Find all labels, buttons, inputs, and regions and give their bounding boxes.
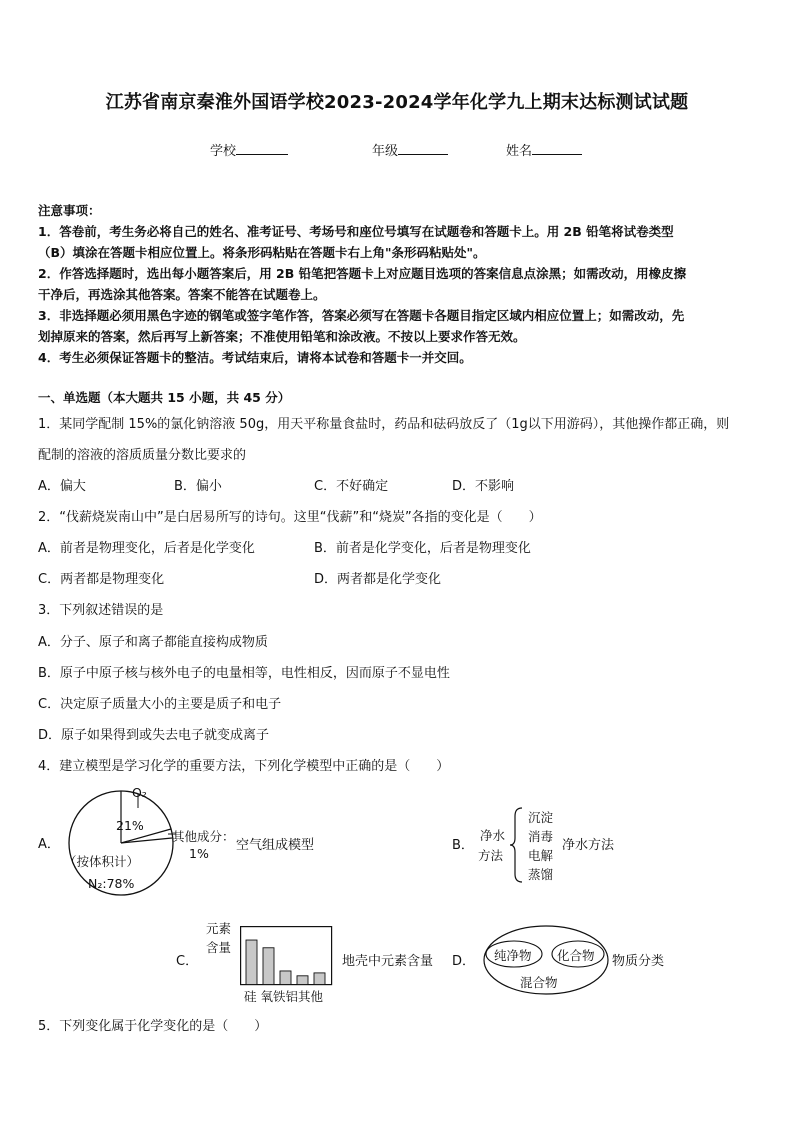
brace-icon (508, 806, 526, 884)
notice-line: 1．答卷前，考生务必将自己的姓名、准考证号、考场号和座位号填写在试题卷和答题卡上。用 2B 铅笔将试卷类型 (38, 224, 674, 239)
bar-铁 (280, 971, 291, 985)
notice-line: 3．非选择题必须用黑色字迹的钢笔或签字笔作答，答案必须写在答题卡各题目指定区域内相应位置上；如需改动，先 (38, 308, 685, 323)
q4-stem: 4．建立模型是学习化学的重要方法，下列化学模型中正确的是（ ） (38, 759, 450, 774)
q2-stem: 2．“伐薪烧炭南山中”是白居易所写的诗句。这里“伐薪”和“烧炭”各指的变化是（ ） (38, 510, 542, 525)
q4-option-d-letter: D． (452, 954, 476, 969)
school-blank (236, 142, 288, 155)
n2-label: N₂:78% (88, 876, 135, 891)
o2-label: O₂ (132, 785, 147, 800)
by-volume-label: （按体积计） (64, 854, 140, 869)
q2-option-a: A．前者是物理变化，后者是化学变化 (38, 541, 255, 556)
notice-block (38, 200, 686, 368)
q1-stem-line2: 配制的溶液的溶质质量分数比要求的 (38, 448, 247, 463)
name-field (506, 140, 582, 159)
school-label: 学校 (210, 144, 237, 159)
pure-substance-label: 纯净物 (494, 948, 532, 963)
q3-stem: 3．下列叙述错误的是 (38, 603, 164, 618)
school-field (210, 140, 288, 159)
grade-label: 年级 (372, 144, 399, 159)
q1-option-d: D．不影响 (452, 479, 515, 494)
q3-option-b: B．原子中原子核与核外电子的电量相等，电性相反，因而原子不显电性 (38, 666, 450, 681)
q2-option-b: B．前者是化学变化，后者是物理变化 (314, 541, 531, 556)
option-d-caption: 物质分类 (612, 954, 665, 969)
chart-xlabels: 硅 氧铁铝其他 (244, 989, 323, 1004)
chart-ylabel-1: 元素 (206, 921, 232, 936)
q3-option-a: A．分子、原子和离子都能直接构成物质 (38, 635, 268, 650)
option-a-caption: 空气组成模型 (236, 838, 315, 853)
other-component-percent: 1% (189, 846, 209, 861)
q4-option-a-letter: A． (38, 837, 60, 852)
option-c-caption: 地壳中元素含量 (342, 954, 434, 969)
o2-percent: 21% (116, 818, 144, 833)
mixture-label: 混合物 (520, 975, 558, 990)
q1-option-a: A．偏大 (38, 479, 86, 494)
notice-line: 划掉原来的答案，然后再写上新答案；不准使用铅笔和涂改液。不按以上要求作答无效。 (38, 329, 526, 344)
bar-其他 (314, 973, 325, 985)
other-component-label: 其他成分： (172, 829, 235, 844)
q3-option-d: D．原子如果得到或失去电子就变成离子 (38, 728, 270, 743)
notice-line: 4．考生必须保证答题卡的整洁。考试结束后，请将本试卷和答题卡一并交回。 (38, 350, 472, 365)
q1-stem-line1: 1．某同学配制 15%的氯化钠溶液 50g，用天平称量食盐时，药品和砝码放反了（1g以下用游码），其他操作都正确，则 (38, 417, 730, 432)
grade-blank (398, 142, 448, 155)
grade-field (372, 140, 448, 159)
q3-option-c: C．决定原子质量大小的主要是质子和电子 (38, 697, 282, 712)
water-method-label-1: 净水 (480, 828, 506, 843)
notice-line: 2．作答选择题时，选出每小题答案后，用 2B 铅笔把答题卡上对应题目选项的答案信息点涂黑；如需改动，用橡皮擦 (38, 266, 687, 281)
option-b-caption: 净水方法 (562, 838, 615, 853)
water-method-label-2: 方法 (478, 848, 504, 863)
notice-heading: 注意事项： (38, 203, 101, 218)
water-method-item: 蒸馏 (528, 867, 554, 882)
q4-option-b-letter: B． (452, 838, 474, 853)
name-blank (532, 142, 582, 155)
water-method-item: 电解 (528, 848, 554, 863)
notice-line: 干净后，再选涂其他答案。答案不能答在试题卷上。 (38, 287, 326, 302)
page-title: 江苏省南京秦淮外国语学校2023-2024学年化学九上期末达标测试试题 (105, 92, 689, 113)
water-method-item: 沉淀 (528, 810, 554, 825)
bar-铝 (297, 976, 308, 985)
q1-option-c: C．不好确定 (314, 479, 389, 494)
q2-option-d: D．两者都是化学变化 (314, 572, 442, 587)
bar-硅 (246, 940, 257, 984)
chart-ylabel-2: 含量 (206, 940, 232, 955)
q2-option-c: C．两者都是物理变化 (38, 572, 165, 587)
notice-line: （B）填涂在答题卡相应位置上。将条形码粘贴在答题卡右上角"条形码粘贴处"。 (38, 245, 486, 260)
compound-label: 化合物 (557, 948, 595, 963)
q4-option-c-letter: C． (176, 954, 199, 969)
bar-氧 (263, 948, 274, 985)
water-method-item: 消毒 (528, 829, 554, 844)
section-heading: 一、单选题（本大题共 15 小题，共 45 分） (38, 390, 291, 405)
crust-element-chart (240, 926, 333, 986)
name-label: 姓名 (506, 144, 533, 159)
q5-stem: 5．下列变化属于化学变化的是（ ） (38, 1019, 268, 1034)
q1-option-b: B．偏小 (174, 479, 222, 494)
